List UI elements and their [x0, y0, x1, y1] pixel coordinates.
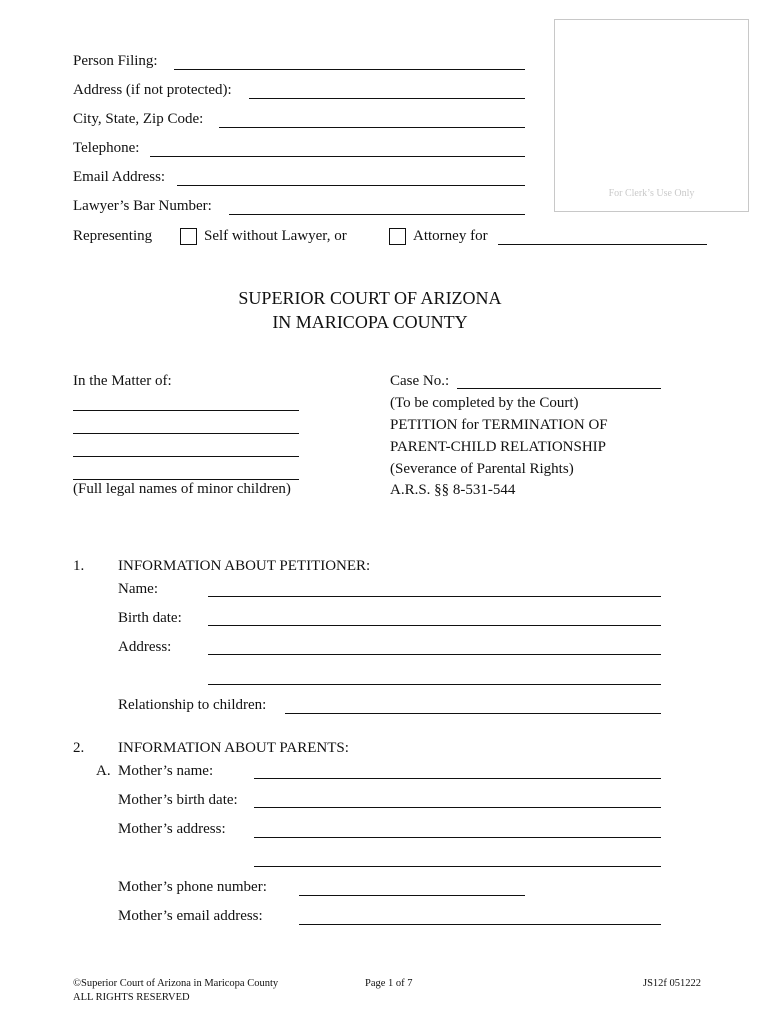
mother-address-label: Mother’s address:: [118, 821, 226, 837]
person-filing-row: [73, 53, 158, 70]
petitioner-name-label: Name:: [118, 581, 158, 597]
petitioner-address-field-2[interactable]: [208, 684, 661, 685]
mother-phone-field[interactable]: [299, 895, 525, 896]
bar-number-row: [73, 198, 212, 215]
footer-page-number: Page 1 of 7: [365, 978, 413, 989]
footer-rights: ALL RIGHTS RESERVED: [73, 992, 190, 1003]
email-row: [73, 169, 165, 186]
child-name-field[interactable]: [73, 410, 299, 411]
telephone-label: Telephone:: [73, 140, 140, 156]
petition-title-line1: PETITION for TERMINATION OF: [390, 417, 608, 433]
attorney-for-field[interactable]: [498, 244, 707, 245]
petition-title-line2: PARENT-CHILD RELATIONSHIP: [390, 439, 606, 455]
petitioner-name-field[interactable]: [208, 596, 661, 597]
address-row: [73, 82, 232, 99]
person-filing-label: Person Filing:: [73, 53, 158, 69]
statute-reference: A.R.S. §§ 8-531-544: [390, 482, 516, 498]
self-checkbox[interactable]: [180, 228, 197, 245]
self-option-label: Self without Lawyer, or: [204, 228, 347, 244]
section1-number: 1.: [73, 558, 85, 574]
court-county: IN MARICOPA COUNTY: [272, 312, 468, 332]
relationship-field[interactable]: [285, 713, 661, 714]
mother-name-label: Mother’s name:: [118, 763, 214, 779]
child-name-field[interactable]: [73, 433, 299, 434]
case-no-field[interactable]: [457, 388, 661, 389]
attorney-option-label: Attorney for: [413, 228, 488, 244]
clerk-use-box: [554, 19, 749, 212]
petitioner-address-field[interactable]: [208, 654, 661, 655]
footer-form-code: JS12f 051222: [643, 978, 702, 989]
matter-of-label: In the Matter of:: [73, 373, 172, 389]
bar-number-label: Lawyer’s Bar Number:: [73, 198, 212, 214]
city-row: [73, 111, 203, 128]
section1-heading: INFORMATION ABOUT PETITIONER:: [118, 558, 371, 574]
city-field[interactable]: [219, 127, 525, 128]
child-name-field[interactable]: [73, 456, 299, 457]
relationship-label: Relationship to children:: [118, 697, 267, 713]
petitioner-birth-field[interactable]: [208, 625, 661, 626]
mother-email-field[interactable]: [299, 924, 661, 925]
mother-address-field-2[interactable]: [254, 866, 661, 867]
person-filing-field[interactable]: [174, 69, 525, 70]
children-note: (Full legal names of minor children): [73, 481, 291, 497]
city-label: City, State, Zip Code:: [73, 111, 204, 127]
telephone-field[interactable]: [150, 156, 525, 157]
petitioner-address-label: Address:: [118, 639, 172, 655]
footer-copyright: ©Superior Court of Arizona in Maricopa County: [73, 978, 279, 989]
court-title: SUPERIOR COURT OF ARIZONA: [238, 288, 502, 308]
telephone-row: [73, 140, 139, 157]
mother-birth-label: Mother’s birth date:: [118, 792, 238, 808]
mother-birth-field[interactable]: [254, 807, 661, 808]
mother-name-field[interactable]: [254, 778, 661, 779]
address-field[interactable]: [249, 98, 525, 99]
address-label: Address (if not protected):: [73, 82, 232, 98]
mother-address-field[interactable]: [254, 837, 661, 838]
court-completion-note: (To be completed by the Court): [390, 395, 579, 411]
section2-number: 2.: [73, 740, 85, 756]
section2-heading: INFORMATION ABOUT PARENTS:: [118, 740, 349, 756]
clerk-use-label: For Clerk’s Use Only: [608, 188, 695, 199]
representing-label: Representing: [73, 228, 153, 244]
subsection-a-label: A.: [96, 763, 111, 779]
case-no-label: Case No.:: [390, 373, 450, 389]
attorney-checkbox[interactable]: [389, 228, 406, 245]
mother-email-label: Mother’s email address:: [118, 908, 263, 924]
mother-phone-label: Mother’s phone number:: [118, 879, 267, 895]
severance-note: (Severance of Parental Rights): [390, 461, 574, 477]
bar-number-field[interactable]: [229, 214, 525, 215]
child-name-field[interactable]: [73, 479, 299, 480]
petitioner-birth-label: Birth date:: [118, 610, 182, 626]
email-label: Email Address:: [73, 169, 166, 185]
email-field[interactable]: [177, 185, 525, 186]
